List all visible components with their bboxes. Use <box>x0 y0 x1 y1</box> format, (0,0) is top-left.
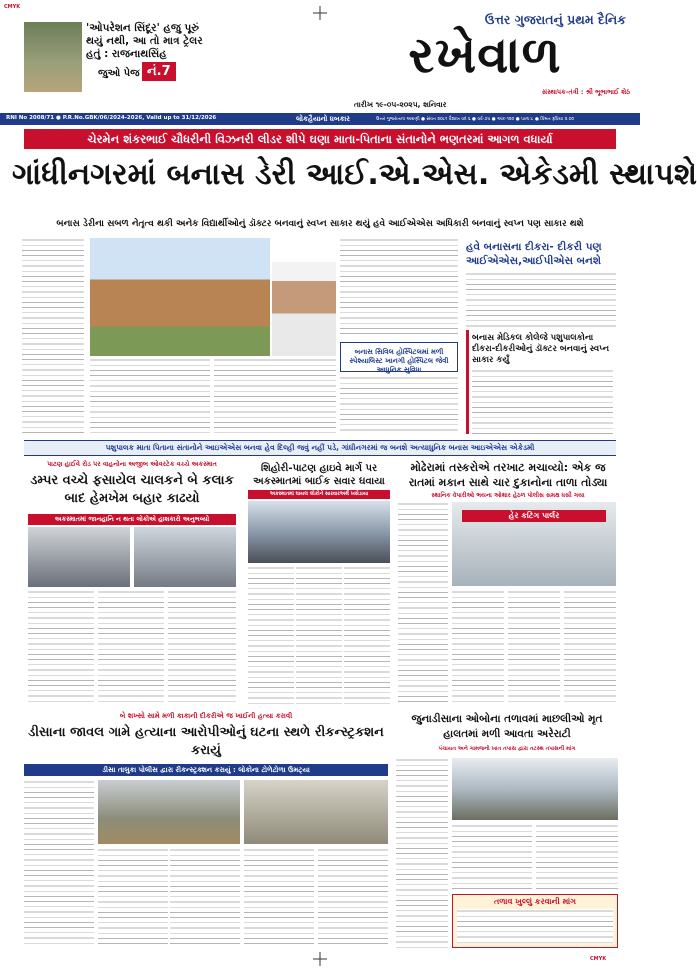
registration-mark-icon <box>313 6 327 20</box>
cmyk-mark-bottom: CMYK <box>590 956 607 962</box>
modhera-body-3 <box>508 590 560 704</box>
junadisa-sub: પંચાયત અને ગામજનો ખાત તપાસ દ્વારા તટસ્થ તપાસની માંગ <box>438 746 576 752</box>
junadisa-box-body <box>457 909 613 943</box>
tagline: ઉત્તર ગુજરાતનું પ્રથમ દૈનિક <box>484 12 626 27</box>
dumper-body-3 <box>168 590 236 706</box>
bike-body-1 <box>248 566 294 706</box>
junadisa-photo <box>452 758 618 820</box>
deesa-body-4 <box>244 848 314 948</box>
junadisa-box <box>452 894 618 948</box>
lead-body-col-4 <box>340 238 458 338</box>
junadisa-headline: જુનાડીસાના ઓબોના તળાવમાં માછલીઓ મૃત હાલતમાં મળી આવતા અરેરાટી <box>411 713 603 740</box>
lead-strip-text: પશુપાલક માતા પિતાના સંતાનોને આઇએએસ બનવા હેવ દિલ્હી જવું નહીં પડે, ગાંધીનગરમાં જ બનશે અત્યાધુનિક બનાસ આઇએએસ એકેડમી <box>105 443 535 452</box>
civil-hospital-box-text: બનાસ સિવિલ હોસ્પિટલમાં મળી સ્પેશ્યાલિસ્ટ ખાનગી હોસ્પિટલ જેવી આધુનિક સુવિધા <box>349 348 449 374</box>
lead-body-col-3 <box>214 358 336 434</box>
junadisa-body-2 <box>452 824 532 890</box>
edition-info: ઉત્તર ગુજરાતના અગ્રણી ● સંવત ૨૦૮૧ વૈશાખ વદ ૬ ● વર્ષ-૭૫ ● અંક-૧૨૦ ● પાના:૮ ● કિંમત રૂપિયા ૨.૦૦ <box>376 117 575 122</box>
lead-banner <box>24 129 616 149</box>
deesa-photo-2 <box>244 780 388 844</box>
academy-building-photo <box>90 238 270 356</box>
dumper-photo-1 <box>28 527 130 587</box>
inset-caption-line: થયું નથી, આ તો માત્ર ટ્રેલર <box>86 35 203 47</box>
side-headline: હવે બનાસના દીકરા- દીકરી પણ આઈએએસ,આઈપીએસ બનશે <box>466 241 602 267</box>
modhera-photo-sign: હેર કટિંગ પાર્લર <box>462 510 606 522</box>
inset-caption <box>86 22 236 61</box>
chairman-photo <box>272 262 336 356</box>
modhera-body-2 <box>452 590 504 704</box>
modhera-body-4 <box>564 590 616 704</box>
dumper-headline: ડમ્પર વચ્ચે ફસાયેલ ચાલકને બે કલાક બાદ હેમખેમ બહાર કાઢયો <box>30 473 234 506</box>
editor-name: સંસ્થાપક-તંત્રી : શ્રી ભૂભાભાઈ શેઠ <box>541 88 630 96</box>
junadisa-box-title: તળાવ ખુલ્લું કરવાની માંગ <box>493 897 577 906</box>
bike-headline: શિહોરી-પાટણ હાઇવે માર્ગ પર અકસ્માતમાં બાઈક સવાર ઘવાયા <box>253 463 385 487</box>
lead-body-col-2 <box>90 358 210 434</box>
dumper-body-1 <box>28 590 94 706</box>
lead-headline: ગાંધીનગરમાં બનાસ ડેરી આઈ.એ.એસ. એકેડમી સ્થાપશે <box>12 157 697 192</box>
date-line: તારીખ ૧૯-૦૫-૨૦૨૫, શનિવાર <box>354 100 447 109</box>
cmyk-mark-top: CMYK <box>4 4 21 10</box>
deesa-body-3 <box>170 848 240 948</box>
inset-caption-line: હતું : રાજનાથસિંહ <box>86 48 167 60</box>
lead-banner-text: ચેરમેન શંકરભાઈ ચૌધરીની વિઝનરી લીડર શીપે ઘણા માતા-પિતાના સંતાનોને ભણતરમાં આગળ વધાર્યા <box>87 132 553 146</box>
dumper-kicker: પાટણ હાઈવે રોડ પર વાહનોના અજીબ ઓવરટેક વચ્ચે અકસ્માત <box>47 460 217 468</box>
junadisa-body-3 <box>536 824 618 890</box>
lead-subhead: બનાસ ડેરીના સબળ નેતૃત્વ થકી અનેક વિદ્યાર્થીઓનું ડૉક્ટર બનવાનું સ્વપ્ન સાકાર થયું હવે આઈએએસ અધિકારી બનવાનું સ્વપ્ન પણ સાકાર થશે <box>56 219 584 229</box>
modhera-body-1 <box>398 502 448 704</box>
medical-college-box-body <box>472 369 613 437</box>
deesa-headline: ડીસાના જાવલ ગામે હત્યાના આરોપીઓનું ઘટના સ્થળે રીકન્સ્ટ્રકશન કરાયું <box>28 725 384 758</box>
deesa-kicker: બે શખ્સો સામે મળી કાકાની દીકરીએ જ ખાઈની હત્યા કરાવી <box>119 712 293 720</box>
dumper-photo-2 <box>134 527 236 587</box>
junadisa-body-1 <box>396 758 448 948</box>
medical-college-box-title: બનાસ મેડિકલ કોલેજે પશુપાલકોના દીકરા-દીકરીઓનું ડૉક્ટર બનવાનું સ્વપ્ન સાકાર કર્યું <box>472 333 610 365</box>
deesa-body-2 <box>98 848 168 948</box>
lead-body-col-4b <box>340 376 458 434</box>
inset-photo <box>24 22 82 92</box>
masthead-logo: રખેવાળ <box>408 26 562 84</box>
deesa-body-5 <box>318 848 388 948</box>
side-body <box>466 272 616 328</box>
modhera-headline: મોઢેરામાં તસ્કરોએ તરખાટ મચાવ્યો: એક જ રાતમાં મકાન સાથે ચાર દુકાનોના તાળા તોડ્યા <box>408 461 608 489</box>
lead-body-col-1 <box>22 238 84 434</box>
registration-mark-bottom-icon <box>313 952 327 966</box>
inset-page-badge: નં.7 <box>142 62 176 81</box>
bike-photo <box>248 501 390 563</box>
bike-caption: અકસ્માતમાં ઘાયલ લોકોને સારવારઅર્થે ખસેડાયા <box>248 490 390 499</box>
lead-strip <box>24 440 616 456</box>
inset-page-ref: જુઓ પેજ <box>98 68 140 79</box>
deesa-body-1 <box>24 780 94 948</box>
deesa-photo-1 <box>98 780 240 844</box>
modhera-sub: સ્થાનિક વેપારીઓ ભયના ઓથાર હેઠળ પોલીસ સમક્ષ ધસી ગયા <box>431 492 585 499</box>
inset-caption-line: 'ઓપરેશન સિંદૂર' હજુ પૂરું <box>86 22 199 34</box>
deesa-caption: ડીસા તાલુકા પોલીસ દ્વારા રીકન્સ્ટ્રક્શન કરાયું : લોકોના ટોળેટોળા ઉમટ્યા <box>24 764 388 776</box>
reg-number: RNI No 2008/71 ● P.R.No.GBK/06/2024-2026, Valid up to 31/12/2026 <box>6 115 217 121</box>
bike-body-3 <box>344 566 390 706</box>
dumper-caption: અકસ્માતમાં જાનહાનિ ન થતા લોકોએ હાશકારો અનુભવ્યો <box>28 514 236 525</box>
bike-body-2 <box>296 566 342 706</box>
medical-college-box <box>466 330 616 434</box>
lokhit-slogan: લોકહૈયાનો ધબકાર <box>296 115 350 123</box>
modhera-photo <box>452 502 616 586</box>
dumper-body-2 <box>98 590 164 706</box>
civil-hospital-box <box>340 342 458 372</box>
